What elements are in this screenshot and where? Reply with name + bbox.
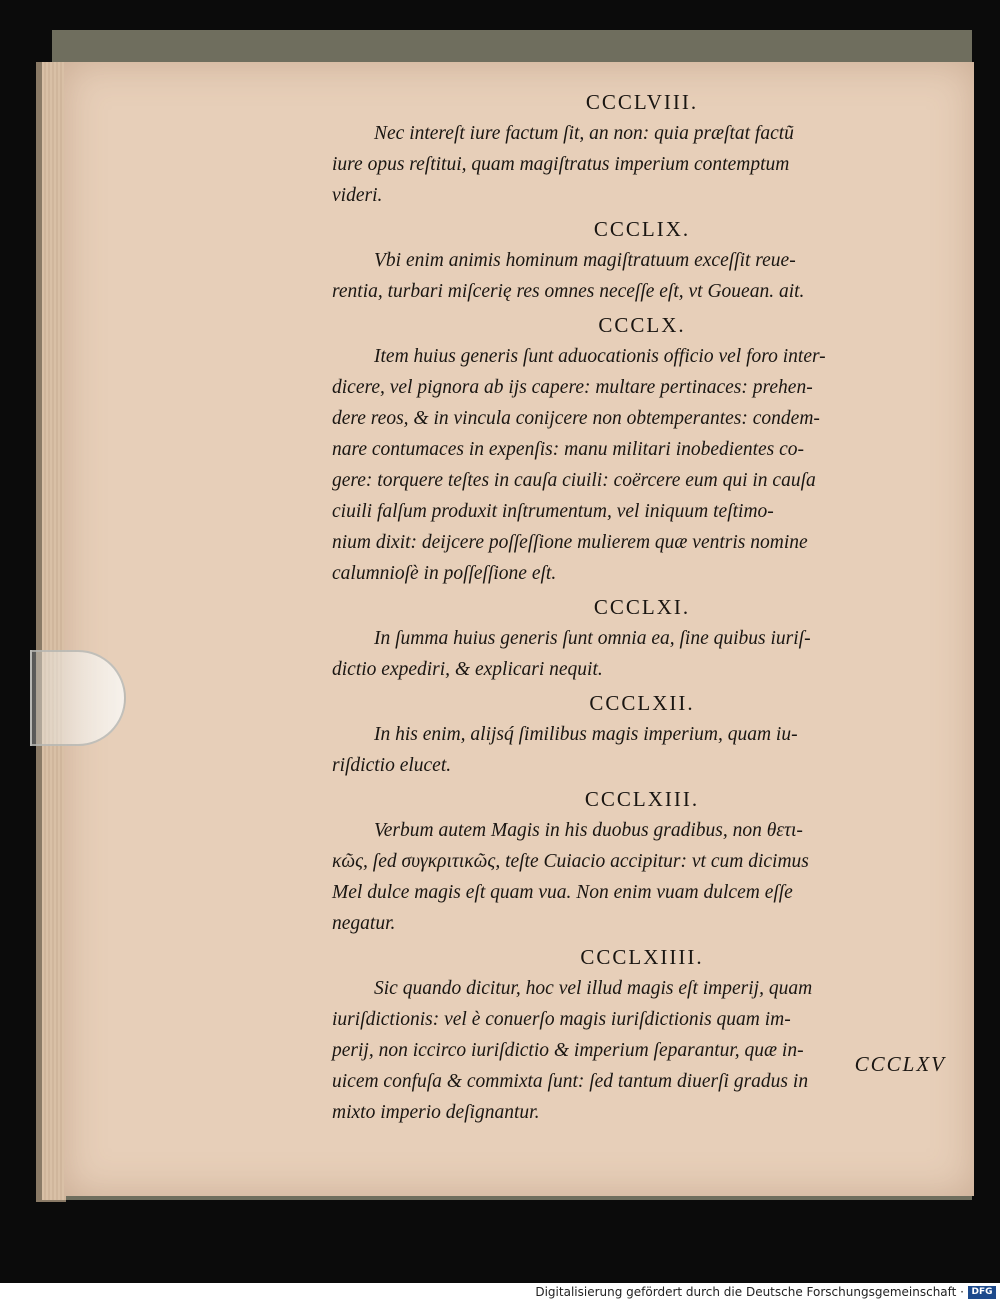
text-line: In ſumma huius generis ſunt omnia ea, ſine quibus iuriſ- — [374, 628, 811, 649]
text-line: ciuili falſum produxit inſtrumentum, vel iniquum teſtimo- — [332, 501, 774, 522]
section-heading: CCCLIX. — [593, 217, 691, 241]
text-line: iure opus reſtitui, quam magiſtratus imperium contemptum — [332, 154, 790, 175]
text-line: κῶς, ſed συγκριτικῶς, teſte Cuiacio accipitur: vt cum dicimus — [332, 851, 809, 872]
text-line: Item huius generis ſunt aduocationis officio vel foro inter- — [374, 346, 826, 367]
section-paragraph — [332, 623, 952, 685]
page-stack-edge — [42, 62, 66, 1200]
text-line: rentia, turbari miſcerię res omnes neceſſe eſt, vt Gouean. ait. — [332, 281, 805, 302]
text-line: negatur. — [332, 913, 396, 934]
section-paragraph — [332, 719, 952, 781]
text-line: Mel dulce magis eſt quam vua. Non enim vuam dulcem eſſe — [332, 882, 793, 903]
section-heading: CCCLXIIII. — [580, 945, 704, 969]
section-paragraph — [332, 118, 952, 211]
page-text — [332, 84, 952, 1128]
text-line: perij, non iccirco iuriſdictio & imperium ſeparantur, quæ in- — [332, 1040, 804, 1061]
section-heading: CCCLXI. — [593, 595, 691, 619]
text-line: dictio expediri, & explicari nequit. — [332, 659, 603, 680]
text-line: In his enim, alijsq́ ſimilibus magis imperium, quam iu- — [374, 724, 798, 745]
text-line: mixto imperio deſignantur. — [332, 1102, 540, 1123]
text-line: videri. — [332, 185, 383, 206]
text-line: Nec intereſt iure factum ſit, an non: quia præſtat factũ — [374, 123, 794, 144]
text-line: riſdictio elucet. — [332, 755, 452, 776]
text-line: gere: torquere teſtes in cauſa ciuili: coërcere eum qui in cauſa — [332, 470, 816, 491]
funding-credit: Digitalisierung gefördert durch die Deutsche Forschungsgemeinschaft · — [535, 1285, 964, 1299]
text-line: calumnioſè in poſſeſſione eſt. — [332, 563, 557, 584]
text-line: iuriſdictionis: vel è conuerſo magis iuriſdictionis quam im- — [332, 1009, 791, 1030]
section-heading: CCCLVIII. — [585, 90, 699, 114]
text-line: Sic quando dicitur, hoc vel illud magis eſt imperij, quam — [374, 978, 813, 999]
text-line: Vbi enim animis hominum magiſtratuum exceſſit reue- — [374, 250, 796, 271]
text-line: uicem confuſa & commixta ſunt: ſed tantum diuerſi gradus in — [332, 1071, 809, 1092]
dfg-logo-icon: DFG — [968, 1286, 996, 1299]
text-line: dicere, vel pignora ab ijs capere: multare pertinaces: prehen- — [332, 377, 813, 398]
section-paragraph — [332, 815, 952, 939]
section-heading: CCCLXII. — [589, 691, 695, 715]
section-heading: CCCLX. — [598, 313, 686, 337]
text-line: nare contumaces in expenſis: manu militari inobedientes co- — [332, 439, 805, 460]
section-paragraph — [332, 245, 952, 307]
text-line: nium dixit: deijcere poſſeſſione mulierem quæ ventris nomine — [332, 532, 808, 553]
section-paragraph — [332, 973, 952, 1128]
text-line: dere reos, & in vincula conijcere non obtemperantes: condem- — [332, 408, 820, 429]
section-heading: CCCLXIII. — [584, 787, 700, 811]
transparent-clip — [30, 650, 126, 746]
text-line: Verbum autem Magis in his duobus gradibus, non θετι- — [374, 820, 803, 841]
catchword: CCCLXV — [854, 1052, 946, 1076]
section-paragraph — [332, 341, 952, 589]
